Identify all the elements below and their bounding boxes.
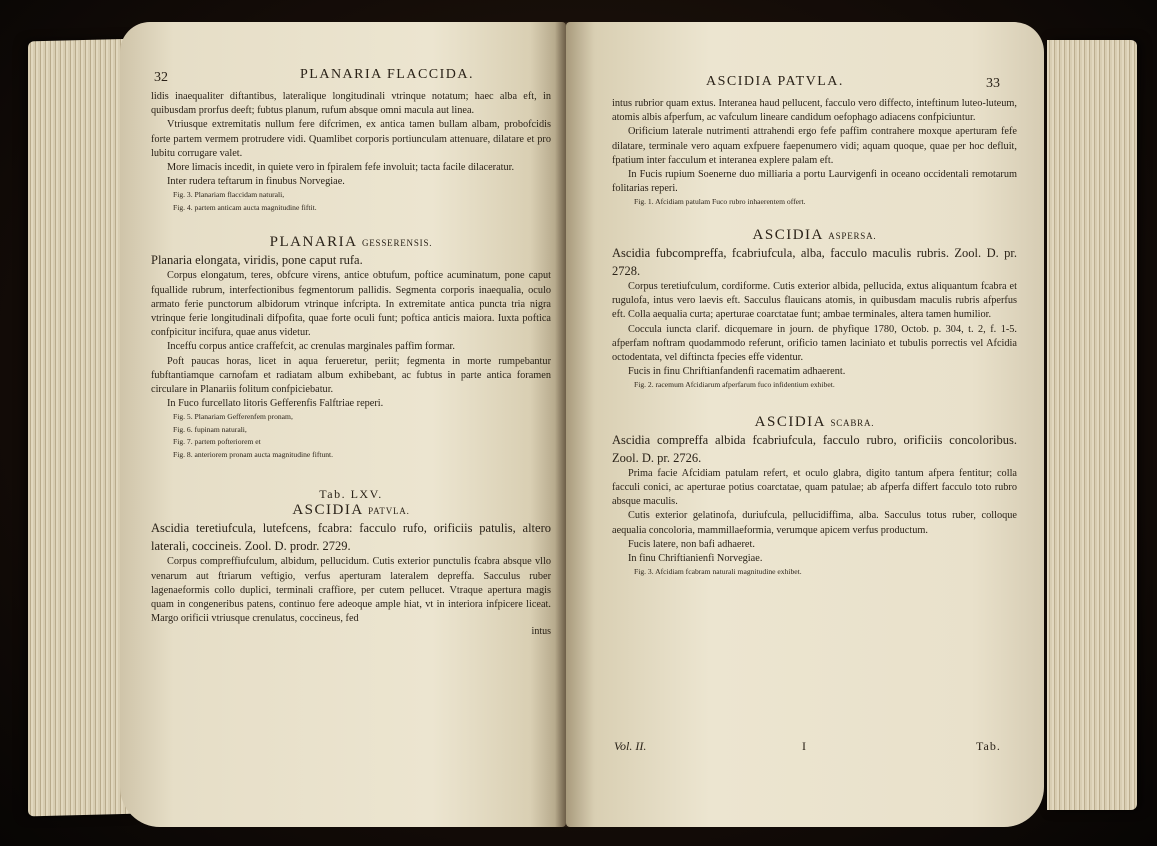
paragraph: In Fucis rupium Soenerne duo milliaria a portu Laurvigenfi in oceano occidentali remotarum folitarias reperi. xyxy=(612,169,1017,195)
page-number-right: 33 xyxy=(986,76,1000,91)
paragraph: Orificium laterale nutrimenti attrahendi ergo fefe paffim contrahere moxque aperturam fefe dilatare, terminale vero aquam exfpuere faepenumero vidi; aquam quoque, quae per hoc defluit, fpatium inter facculum et interanea explere palam eft. xyxy=(612,126,1017,166)
paragraph: In finu Chriftianienfi Norvegiae. xyxy=(628,553,763,565)
paragraph: In Fuco furcellato litoris Gefferenfis Falftriae reperi. xyxy=(167,398,384,410)
right-text-column xyxy=(612,97,1017,579)
paragraph: Prima facie Afcidiam patulam refert, et oculo glabra, digito tantum afpera fentitur; colla facculi conici, ac aperturae potius coarctatae, quam patulae; ab afperfa differt facculo toto rubro absque maculis. xyxy=(612,467,1017,508)
paragraph: Corpus elongatum, teres, obfcure virens, antice obtufum, poftice acuminatum, pone caput fquallide rubrum, interfectionibus fegmentorum pallidis. Segmenta corporis inaequalia, oculo armato ferie punctorum albidorum vtrinque infcripta. In extremitate antica puncta tria nigra vtrinque ferie longitudinali difpofita, quae forte oculi funt; poftica anticis maiora. Iuxta poftica confpicitur incifura, quae anus videtur. xyxy=(151,270,551,339)
section-title: ASCIDIA SCABRA. xyxy=(754,413,875,430)
species-diagnosis: Ascidia fubcompreffa, fcabriufcula, alba, facculo maculis rubris. Zool. D. pr. 2728. xyxy=(612,245,1017,278)
left-page xyxy=(120,22,566,827)
running-head-right: ASCIDIA PATVLA. xyxy=(706,74,844,89)
paragraph: lidis inaequaliter diftantibus, lateralique longitudinali vtrinque notatum; haec alba eft, in quibusdam prorfus deeft; fubtus planum, rufum absque omni macula aut linea. xyxy=(151,91,551,117)
right-page-stack xyxy=(1047,40,1137,810)
catchword: Tab. xyxy=(976,739,1001,753)
figure-caption: Fig. 8. anteriorem pronam aucta magnitudine fiftunt. xyxy=(173,449,334,459)
paragraph: More limacis incedit, in quiete vero in fpiralem fefe involuit; tacta facile dilaceratur. xyxy=(167,162,515,174)
species-diagnosis: Ascidia teretiufcula, lutefcens, fcabra: facculo rufo, orificiis patulis, altero laterali, coccineis. Zool. D. prodr. 2729. xyxy=(151,521,551,554)
figure-caption: Fig. 2. racemum Afcidiarum afperfarum fuco infidentium exhibet. xyxy=(634,380,835,390)
paragraph: Poft paucas horas, licet in aqua ferueretur, periit; fegmenta in morte rumpebantur fubftantiamque carnofam et radiatam album exhibebant, ac fubtus in parte antica foramen circulare in Planariis folitum confpiciebatur. xyxy=(151,355,551,396)
figure-caption: Fig. 5. Planariam Gefferenfem pronam, xyxy=(173,412,293,422)
species-diagnosis: Planaria elongata, viridis, pone caput rufa. xyxy=(151,253,363,268)
paragraph: Fucis in finu Chriftianfandenfi racematim adhaerent. xyxy=(628,366,846,378)
section-title: ASCIDIA PATVLA. xyxy=(292,502,410,519)
volume-signature: Vol. II. xyxy=(614,739,647,753)
right-page xyxy=(566,22,1044,827)
figure-caption: Fig. 3. Planariam flaccidam naturali, xyxy=(173,190,285,200)
paragraph: Corpus compreffiufculum, albidum, pellucidum. Cutis exterior punctulis fcabra absque vllo venarum aut ftriarum veftigio, verfus aperturam lateralem depreffa. Sacculus ruber lagenaeformis collo duplici, terminali craffiore, per cutem pellucet. Vtraque apertura magis quam in congeneribus patens, continuo fere adeoque ample hiat, vt in interiora infpicere liceat. Margo orificii vtriusque crenulatus, coccineus, fed xyxy=(151,556,551,625)
section-title: PLANARIA GESSERENSIS. xyxy=(269,234,433,251)
figure-caption: Fig. 4. partem anticam aucta magnitudine fiftit. xyxy=(173,202,317,212)
figure-caption: Fig. 3. Afcidiam fcabram naturali magnitudine exhibet. xyxy=(634,567,802,577)
paragraph: Coccula iuncta clarif. dicquemare in journ. de phyfique 1780, Octob. p. 304, t. 2, f. 1-5. afperfam noftram quodammodo referunt, orificio tamen laciniato et tubulis porrectis vel Afcidia octodentata, vel diftincta fpecies effe videntur. xyxy=(612,323,1017,363)
paragraph: Corpus teretiufculum, cordiforme. Cutis exterior albida, pellucida, extus aliquantum fcabra et rugulofa, intus vero laevis eft. Sacculus flauicans atomis, in quibusdam maculis rubris afperfus eft. Colla aequalia curta; aperturae coarctatae funt; ambae terminales, altera tamen humilior. xyxy=(612,280,1017,321)
paragraph: Inter rudera teftarum in finubus Norvegiae. xyxy=(167,176,345,188)
paragraph: Cutis exterior gelatinofa, duriufcula, pellucidiffima, alba. Sacculus totus ruber, colloque aequalia concoloria, mammillaeformia, verumque apicem verfus productum. xyxy=(612,510,1017,536)
paragraph: Inceffu corpus antice craffefcit, ac crenulas marginales paffim formar. xyxy=(167,341,455,353)
figure-caption: Fig. 6. fupinam naturali, xyxy=(173,424,247,434)
paragraph: Fucis latere, non bafi adhaeret. xyxy=(628,538,755,550)
section-title: ASCIDIA ASPERSA. xyxy=(752,226,877,243)
plate-label: Tab. LXV. xyxy=(319,487,383,502)
left-text-column xyxy=(151,90,551,637)
figure-caption: Fig. 1. Afcidiam patulam Fuco rubro inhaerentem offert. xyxy=(634,197,806,207)
running-head-left: PLANARIA FLACCIDA. xyxy=(300,67,475,82)
paragraph: intus rubrior quam extus. Interanea haud pellucent, facculo vero diffecto, inteftinum luteo-luteum, atomis albis afperfum, ac vafculum lineare candidum oefophago adiacens confpiciuntur. xyxy=(612,98,1017,124)
page-number-left: 32 xyxy=(154,70,168,85)
species-diagnosis: Ascidia compreffa albida fcabriufcula, facculo rubro, orificiis concoloribus. Zool. D. pr. 2726. xyxy=(612,432,1017,465)
signature-mark: I xyxy=(802,739,806,753)
catchword: intus xyxy=(531,626,551,638)
figure-caption: Fig. 7. partem pofteriorem et xyxy=(173,437,261,447)
paragraph: Vtriusque extremitatis nullum fere difcrimen, ex antica tamen bullam albam, probofcidis forte partem vermem protrudere vidi. Quamlibet corporis portiunculam attenuare, dilatare et pro lubitu corrugare valet. xyxy=(151,119,551,159)
